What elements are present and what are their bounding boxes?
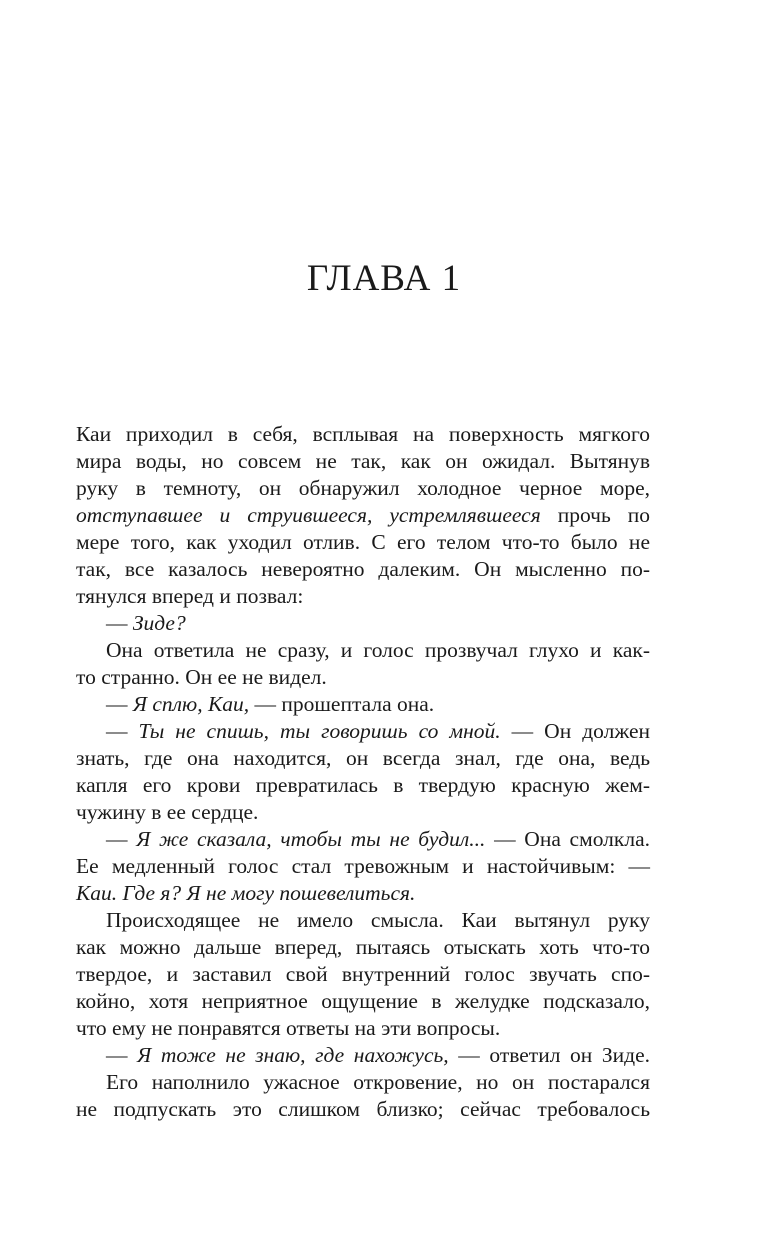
text-segment: — Она смолкла. — [485, 827, 650, 851]
italic-text-segment: Я же сказала, чтобы ты не будил... — [136, 827, 486, 851]
text-line — [76, 934, 650, 961]
chapter-body-text — [76, 421, 650, 1123]
text-segment: — — [106, 1043, 138, 1067]
text-segment: — Он должен — [500, 719, 650, 743]
text-segment: не подпускать это слишком близко; сейчас требовалось — [76, 1097, 650, 1121]
text-line — [76, 880, 650, 907]
text-segment: Его наполнило ужасное откровение, но он постарался — [106, 1070, 650, 1094]
text-line — [76, 664, 650, 691]
text-segment: — прошептала она. — [249, 692, 435, 716]
text-segment: то странно. Он ее не видел. — [76, 665, 327, 689]
text-segment: знать, где она находится, он всегда знал, где она, ведь — [76, 746, 650, 770]
text-segment: тянулся вперед и позвал: — [76, 584, 304, 608]
text-line — [76, 529, 650, 556]
text-line — [76, 1069, 650, 1096]
text-line — [76, 556, 650, 583]
italic-text-segment: Я тоже не знаю, где нахожусь, — [137, 1043, 449, 1067]
text-segment: — — [106, 611, 133, 635]
text-line — [76, 826, 650, 853]
text-line — [76, 1096, 650, 1123]
text-line — [76, 799, 650, 826]
text-segment: Происходящее не имело смысла. Каи вытянул руку — [106, 908, 650, 932]
text-line — [76, 745, 650, 772]
text-line — [76, 583, 650, 610]
text-segment: койно, хотя неприятное ощущение в желудке подсказало, — [76, 989, 650, 1013]
italic-text-segment: Каи. Где я? Я не могу пошевелиться. — [76, 881, 416, 905]
text-segment: что ему не понравятся ответы на эти вопросы. — [76, 1016, 501, 1040]
text-line — [76, 961, 650, 988]
italic-text-segment: Ты не спишь, ты говоришь со мной. — [138, 719, 501, 743]
text-line — [76, 718, 650, 745]
italic-text-segment: Я сплю, Каи, — [132, 692, 250, 716]
text-line — [76, 637, 650, 664]
text-line — [76, 772, 650, 799]
text-segment: мере того, как уходил отлив. С его телом что-то было не — [76, 530, 650, 554]
text-line — [76, 421, 650, 448]
text-segment: Она ответила не сразу, и голос прозвучал глухо и как- — [106, 638, 650, 662]
chapter-title: ГЛАВА 1 — [306, 258, 462, 299]
text-segment: как можно дальше вперед, пытаясь отыскать хоть что-то — [76, 935, 650, 959]
text-segment: — ответил он Зиде. — [448, 1043, 651, 1067]
text-segment: чужину в ее сердце. — [76, 800, 259, 824]
text-line — [76, 1042, 650, 1069]
text-segment: капля его крови превратилась в твердую красную жем- — [76, 773, 650, 797]
text-segment: мира воды, но совсем не так, как он ожидал. Вытянув — [76, 449, 650, 473]
text-line — [76, 475, 650, 502]
text-segment: — — [106, 827, 137, 851]
text-segment: руку в темноту, он обнаружил холодное черное море, — [76, 476, 650, 500]
italic-text-segment: Зиде? — [132, 611, 186, 635]
text-segment: — — [106, 692, 133, 716]
text-line — [76, 907, 650, 934]
text-segment: — — [106, 719, 139, 743]
text-line — [76, 988, 650, 1015]
text-segment: прочь по — [540, 503, 651, 527]
text-line — [76, 610, 650, 637]
text-line — [76, 448, 650, 475]
text-segment: Ее медленный голос стал тревожным и настойчивым: — — [76, 854, 650, 878]
italic-text-segment: отступавшее и струившееся, устремлявшееся — [76, 503, 541, 527]
text-segment: твердое, и заставил свой внутренний голос звучать спо- — [76, 962, 650, 986]
text-line — [76, 1015, 650, 1042]
text-line — [76, 853, 650, 880]
text-segment: так, все казалось невероятно далеким. Он мысленно по- — [76, 557, 650, 581]
text-line — [76, 691, 650, 718]
text-line — [76, 502, 650, 529]
text-segment: Каи приходил в себя, всплывая на поверхность мягкого — [76, 422, 650, 446]
